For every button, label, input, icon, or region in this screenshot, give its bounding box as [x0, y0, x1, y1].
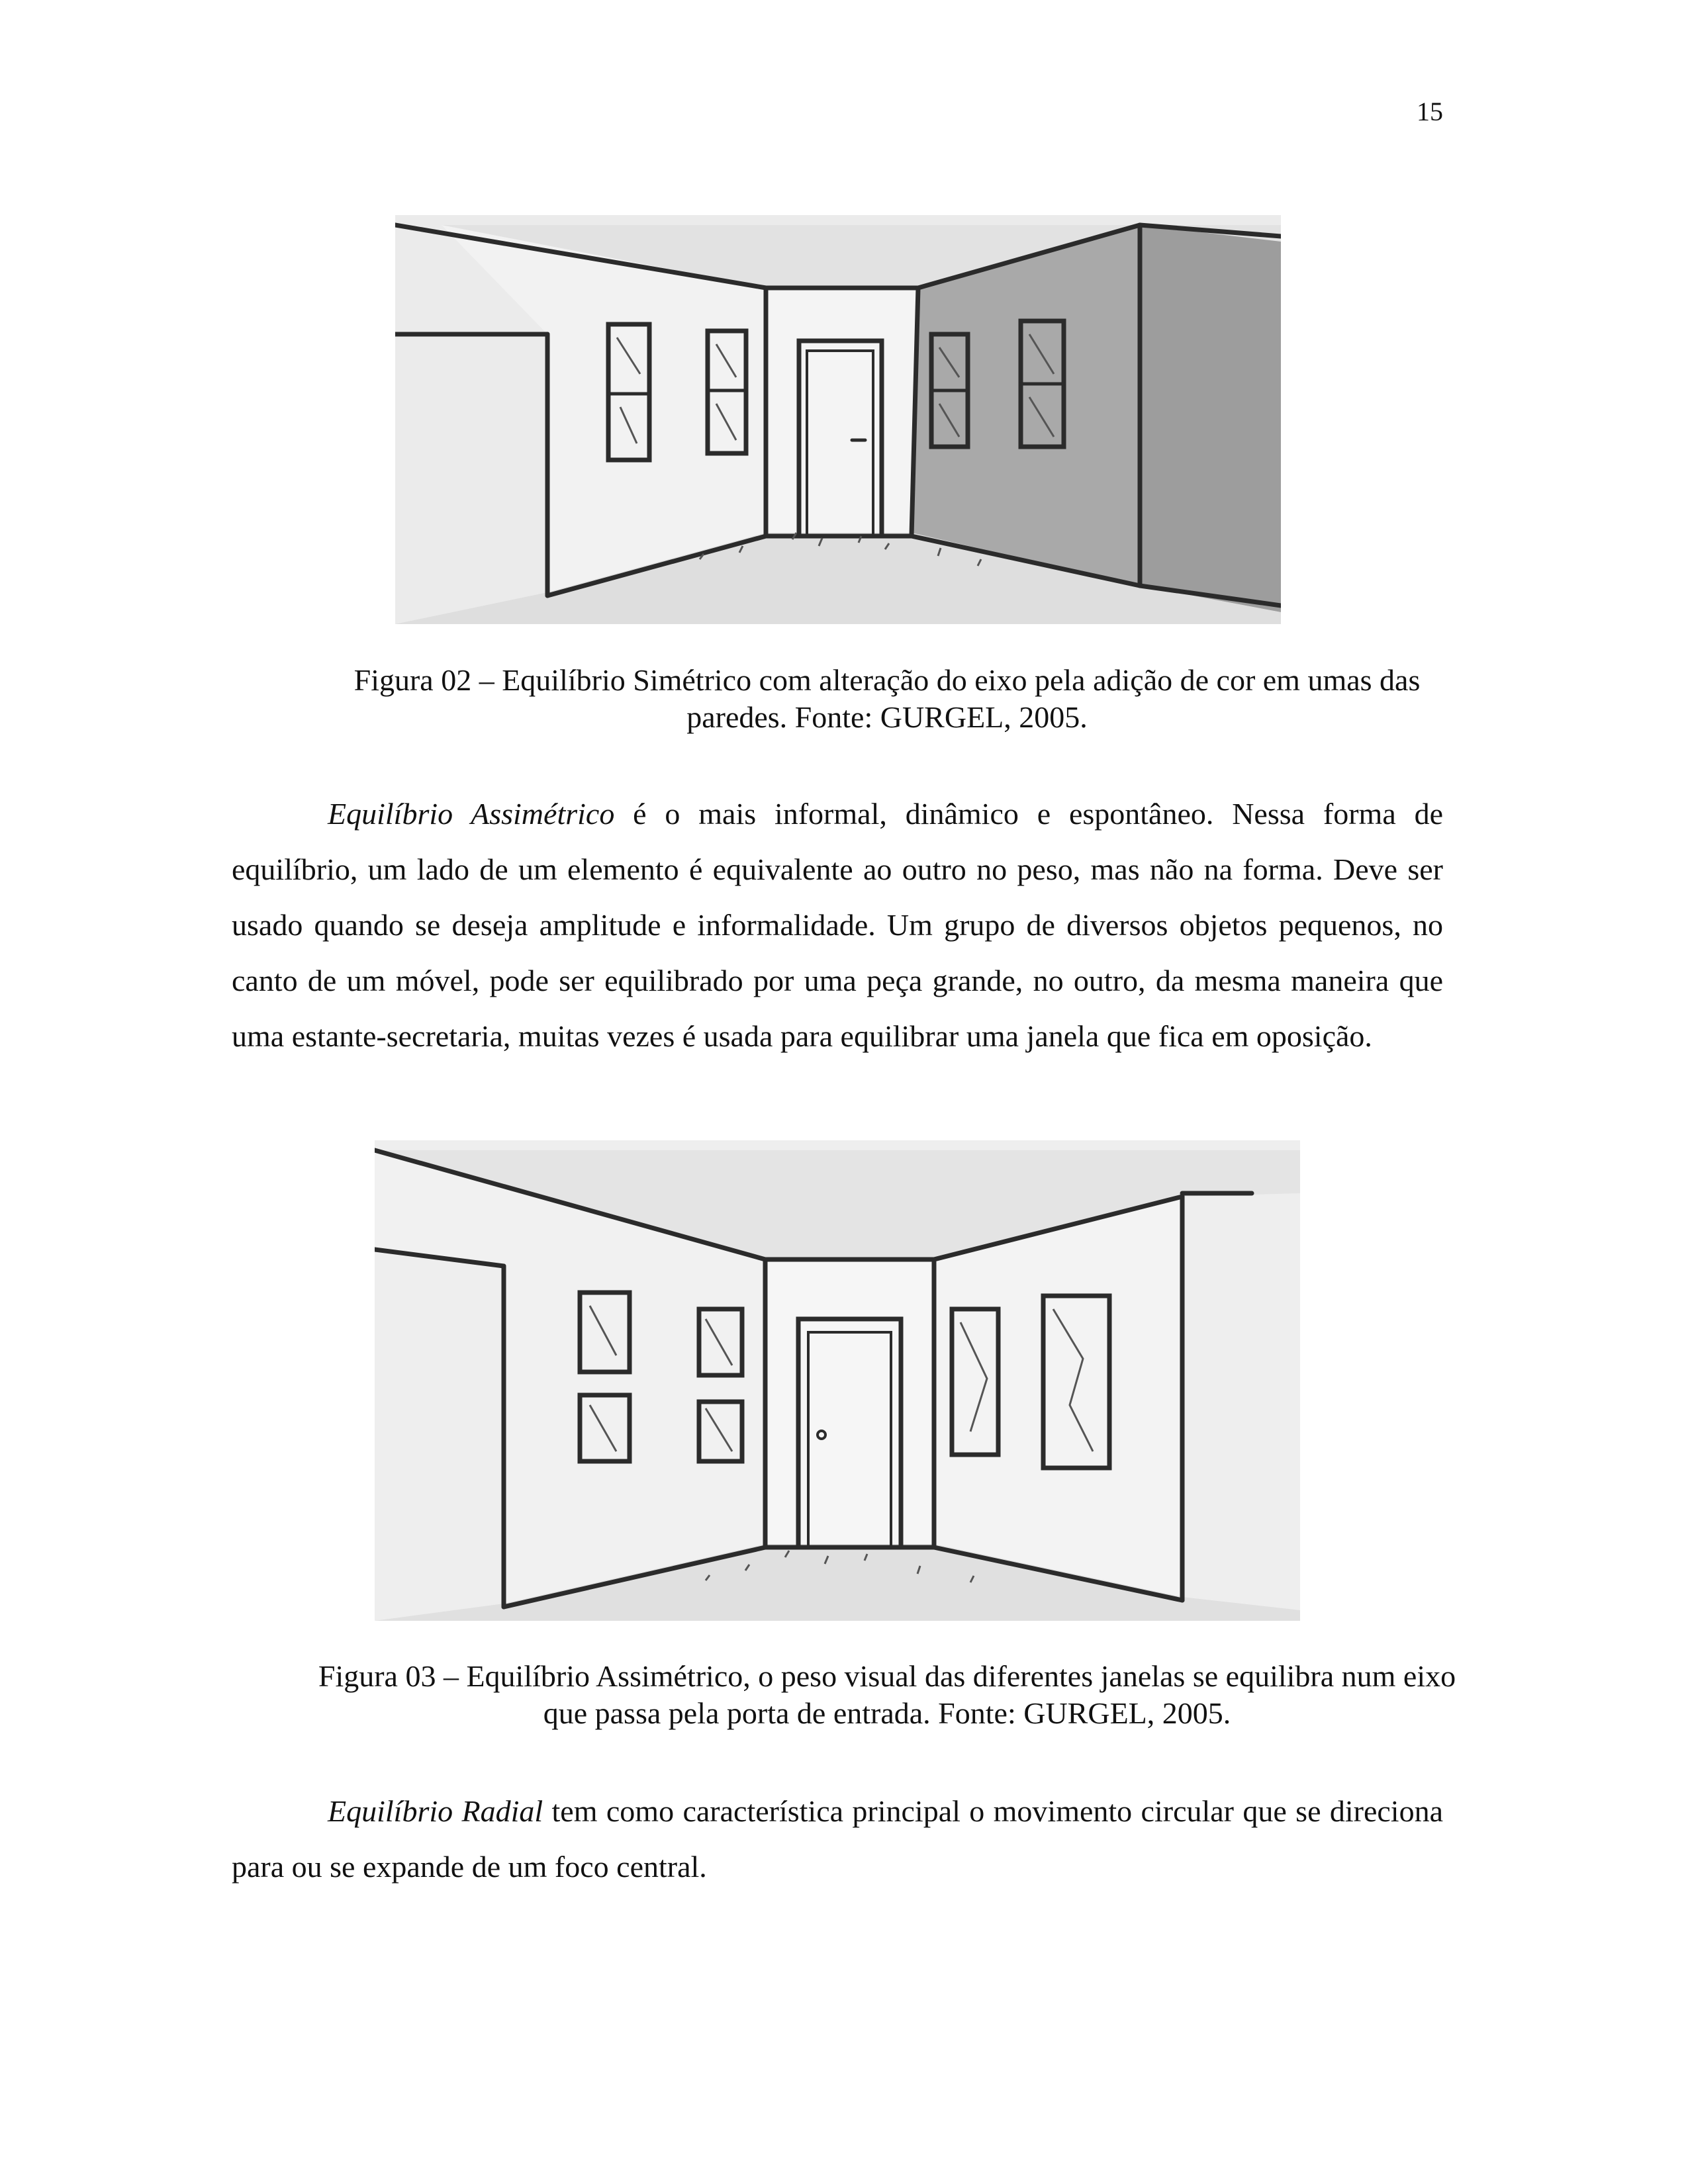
term-equilibrio-assimetrico: Equilíbrio Assimétrico: [328, 797, 615, 831]
paragraph-equilibrio-assimetrico: [232, 786, 1443, 1064]
figure-02-caption: Figura 02 – Equilíbrio Simétrico com alteração do eixo pela adição de cor em umas das paredes. Fonte: GURGEL, 2005.: [353, 663, 1421, 734]
figure-03-caption: Figura 03 – Equilíbrio Assimétrico, o peso visual das diferentes janelas se equilibra num eixo que passa pela porta de entrada. Fonte: GURGEL, 2005.: [318, 1659, 1456, 1730]
paragraph-text: tem como característica principal o movimento circular que se direciona para ou se expande de um foco central.: [232, 1794, 1443, 1884]
paragraph-text: é o mais informal, dinâmico e espontâneo. Nessa forma de equilíbrio, um lado de um elemento é equivalente ao outro no peso, mas não na forma. Deve ser usado quando se deseja amplitude e informalidade. Um grupo de diversos objetos pequenos, no canto de um móvel, pode ser equilibrado por uma peça grande, no outro, da mesma maneira que uma estante-secretaria, muitas vezes é usada para equilibrar uma janela que fica em oposição.: [232, 797, 1443, 1053]
room-sketch-asymmetric: [375, 1140, 1300, 1621]
figure-02-sketch: [395, 215, 1281, 624]
page-number: 15: [1417, 97, 1443, 126]
paragraph-equilibrio-radial: [232, 1784, 1443, 1895]
figure-03-sketch: [375, 1140, 1300, 1621]
room-sketch-symmetric: [395, 215, 1281, 624]
term-equilibrio-radial: Equilíbrio Radial: [328, 1794, 543, 1828]
